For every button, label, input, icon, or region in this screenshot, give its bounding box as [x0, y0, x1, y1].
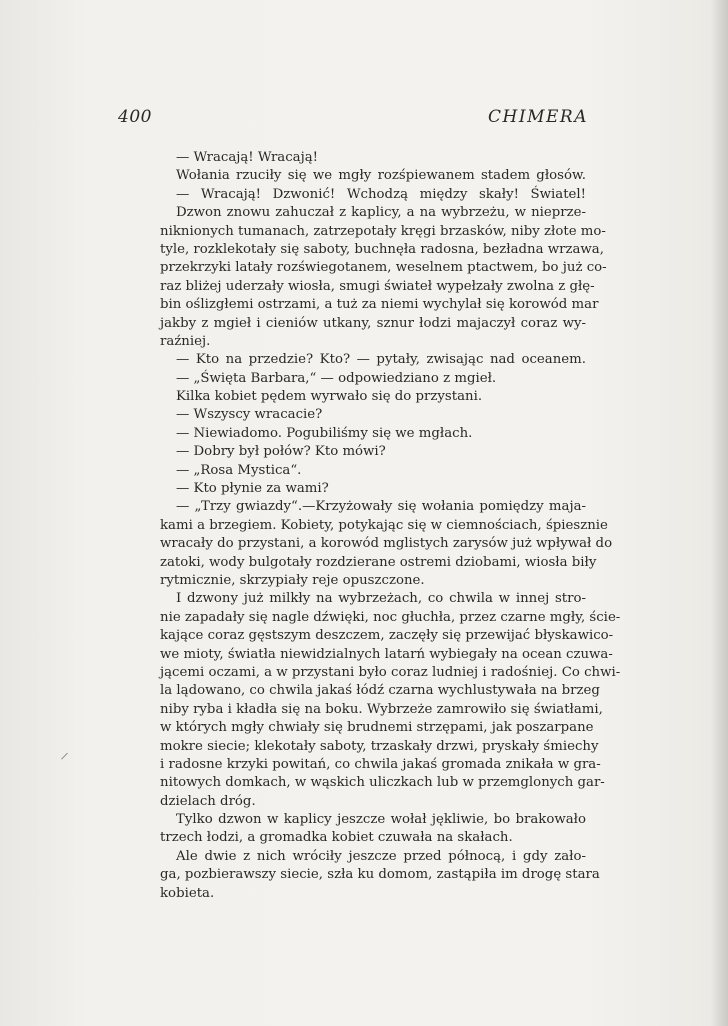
text-line: niby ryba i kładła się na boku. Wybrzeże zamrowiło się światłami,	[160, 701, 603, 717]
text-line: bin oślizgłemi ostrzami, a tuż za niemi wychylał się korowód mar	[160, 297, 599, 313]
text-line: Kilka kobiet pędem wyrwało się do przystani.	[176, 389, 483, 405]
margin-mark: ⸝	[60, 742, 69, 763]
text-line: Wołania rzuciły się we mgły rozśpiewanem stadem głosów.	[176, 168, 586, 184]
text-line: Dzwon znowu zahuczał z kaplicy, a na wybrzeżu, w nieprze-	[176, 205, 586, 221]
text-line: kobieta.	[160, 885, 215, 901]
text-line: kające coraz gęstszym deszczem, zaczęły się przewijać błyskawico-	[160, 628, 614, 644]
text-line: — Dobry był połów? Kto mówi?	[176, 444, 386, 460]
text-line: — Kto na przedzie? Kto? — pytały, zwisając nad oceanem.	[176, 352, 586, 368]
text-line: w których mgły chwiały się brudnemi strzępami, jak poszarpane	[160, 720, 594, 736]
text-line: nie zapadały się nagle dźwięki, noc głuchła, przez czarne mgły, ście-	[160, 609, 621, 625]
text-line: — Wracają! Wracają!	[176, 150, 318, 165]
text-line: dzielach dróg.	[160, 793, 256, 809]
text-line: raz bliżej uderzały wiosła, smugi świateł wypełzały zwolna z głę-	[160, 278, 595, 294]
text-line: niknionych tumanach, zatrzepotały kręgi brzasków, niby złote mo-	[160, 223, 606, 239]
text-line: — Wracają! Dzwonić! Wchodzą między skały! Światel!	[176, 186, 586, 202]
text-line: we mioty, światła niewidzialnych latarń wybiegały na ocean czuwa-	[160, 646, 613, 662]
page-number: 400	[118, 107, 152, 127]
page-edge-shadow	[710, 0, 728, 1026]
text-line: mokre siecie; klekotały saboty, trzaskały drzwi, pryskały śmiechy	[160, 738, 599, 754]
text-line: i radosne krzyki powitań, co chwila jakaś gromada znikała w gra-	[160, 756, 601, 772]
text-line: rytmicznie, skrzypiały reje opuszczone.	[160, 572, 425, 588]
text-line: Ale dwie z nich wróciły jeszcze przed północą, i gdy zało-	[176, 848, 586, 864]
text-line: nitowych domkach, w wąskich uliczkach lub w przemglonych gar-	[160, 775, 605, 791]
text-line: przekrzyki latały rozświegotanem, weselnem ptactwem, bo już co-	[160, 260, 607, 276]
text-line: jącemi oczami, a w przystani było coraz ludniej i radośniej. Co chwi-	[160, 664, 621, 680]
text-line: — Kto płynie za wami?	[176, 481, 329, 497]
text-line: tyle, rozklekotały się saboty, buchnęła radosna, bezładna wrzawa,	[160, 241, 604, 257]
text-line: — „Trzy gwiazdy“.—Krzyżowały się wołania pomiędzy maja-	[176, 499, 586, 515]
running-title: CHIMERA	[488, 107, 588, 127]
text-line: jakby z mgieł i cieniów utkany, sznur łodzi majaczył coraz wy-	[160, 315, 586, 331]
body-text	[160, 149, 621, 903]
text-line: raźniej.	[160, 333, 211, 349]
text-line: la lądowano, co chwila jakaś łódź czarna wychlustywała na brzeg	[160, 683, 600, 699]
text-line: — Niewiadomo. Pogubiliśmy się we mgłach.	[176, 425, 473, 441]
text-line: wracały do przystani, a korowód mglistych zarysów już wpływał do	[160, 536, 613, 552]
page-header	[118, 107, 588, 135]
text-line: — „Rosa Mystica“.	[176, 462, 302, 478]
text-line: trzech łodzi, a gromadka kobiet czuwała na skałach.	[160, 830, 513, 846]
text-line: — Wszyscy wracacie?	[176, 407, 323, 423]
text-line: kami a brzegiem. Kobiety, potykając się w ciemnościach, śpiesznie	[160, 517, 608, 533]
text-line: — „Święta Barbara,“ — odpowiedziano z mgieł.	[176, 370, 497, 386]
text-line: Tylko dzwon w kaplicy jeszcze wołał jękliwie, bo brakowało	[176, 812, 586, 828]
text-line: zatoki, wody bulgotały rozdzierane ostremi dziobami, wiosła biły	[160, 554, 597, 570]
text-line: I dzwony już milkły na wybrzeżach, co chwila w innej stro-	[176, 591, 586, 607]
text-line: ga, pozbierawszy siecie, szła ku domom, zastąpiła im drogę stara	[160, 867, 600, 883]
